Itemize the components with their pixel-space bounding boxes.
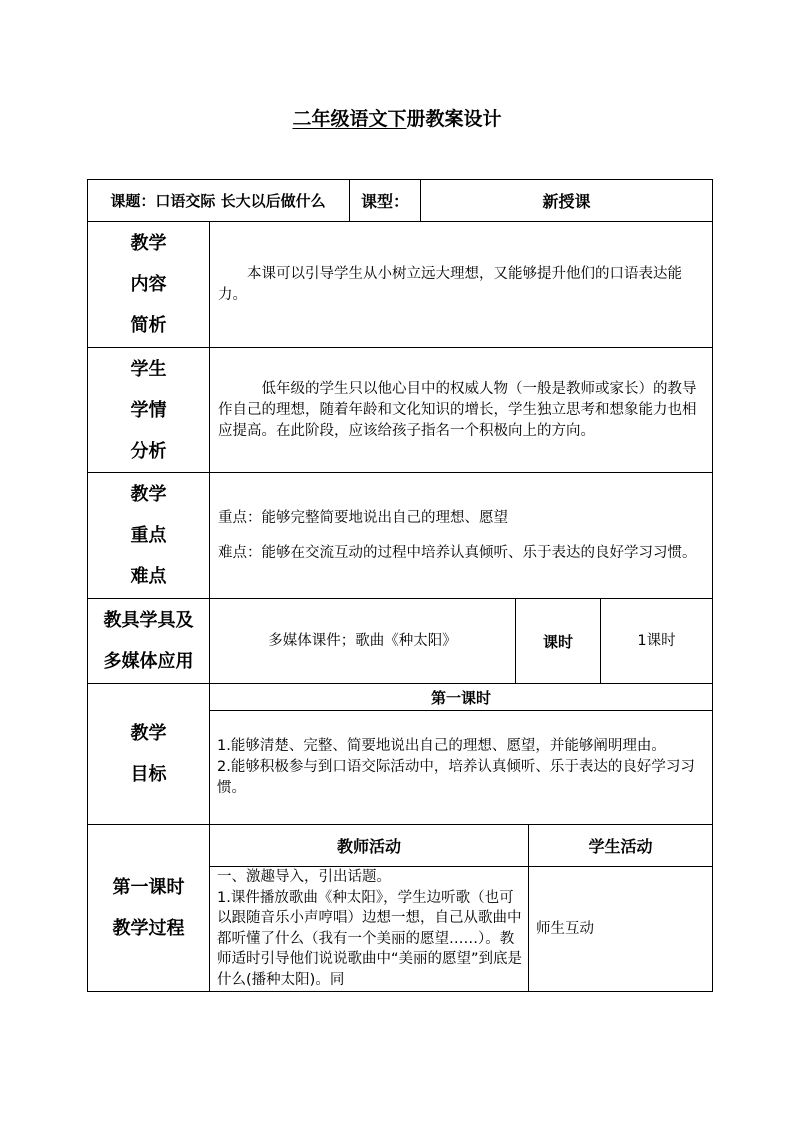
goals-list [210, 711, 712, 824]
lesson-topic: 课题：口语交际 长大以后做什么 [110, 192, 326, 210]
goal-item: 1.能够清楚、完整、简要地说出自己的理想、愿望，并能够阐明理由。 [217, 738, 666, 754]
goal-item: 2.能够积极参与到口语交际活动中，培养认真倾听、乐于表达的良好学习习惯。 [217, 759, 695, 796]
student-analysis-label: 学生 学情 分析 [130, 358, 167, 462]
media-text: 多媒体课件；歌曲《种太阳》 [268, 632, 457, 649]
teacher-activity-text: 一、激趣导入，引出话题。 1.课件播放歌曲《种太阳》，学生边听歌（也可以跟随音乐小声哼唱）边想一想，自己从歌曲中都听懂了什么（我有一个美丽的愿望……）。教师适时引导他们说说歌曲中“美丽的愿望”到底是什么(播种太阳)。同 [217, 869, 523, 988]
media-label: 教具学具及 多媒体应用 [103, 610, 194, 672]
table-border [712, 179, 713, 992]
content-summary-label: 教学 内容 简析 [130, 233, 167, 336]
difficult-point: 难点：能够在交流互动的过程中培养认真倾听、乐于表达的良好学习习惯。 [218, 544, 697, 561]
document-title: 二年级语文下册教案设计 [292, 108, 502, 130]
goals-label: 教学 目标 [130, 723, 167, 785]
student-activity-text: 师生互动 [536, 920, 594, 937]
teacher-activity-header: 教师活动 [336, 837, 401, 856]
goals-period: 第一课时 [430, 688, 491, 707]
table-border [87, 991, 713, 992]
key-points-label: 教学 重点 难点 [130, 484, 167, 587]
class-hours-value: 1课时 [637, 632, 676, 649]
lesson-type-value: 新授课 [542, 192, 591, 211]
student-activity-header: 学生活动 [588, 837, 653, 856]
student-analysis-text: 低年级的学生只以他心目中的权威人物（一般是教师或家长）的教导作自己的理想，随着年龄和文化知识的增长，学生独立思考和想象能力也相应提高。在此阶段，应该给孩子指名一个积极向上的方向。 [218, 380, 697, 439]
lesson-plan-table [87, 179, 713, 992]
key-point: 重点：能够完整简要地说出自己的理想、愿望 [218, 509, 508, 526]
process-label: 第一课时 教学过程 [112, 877, 185, 939]
content-summary-text: 本课可以引导学生从小树立远大理想，又能够提升他们的口语表达能力。 [218, 265, 682, 303]
lesson-type-label: 课型： [360, 192, 409, 211]
class-hours-label: 课时 [542, 632, 573, 651]
key-points-text [210, 473, 712, 598]
